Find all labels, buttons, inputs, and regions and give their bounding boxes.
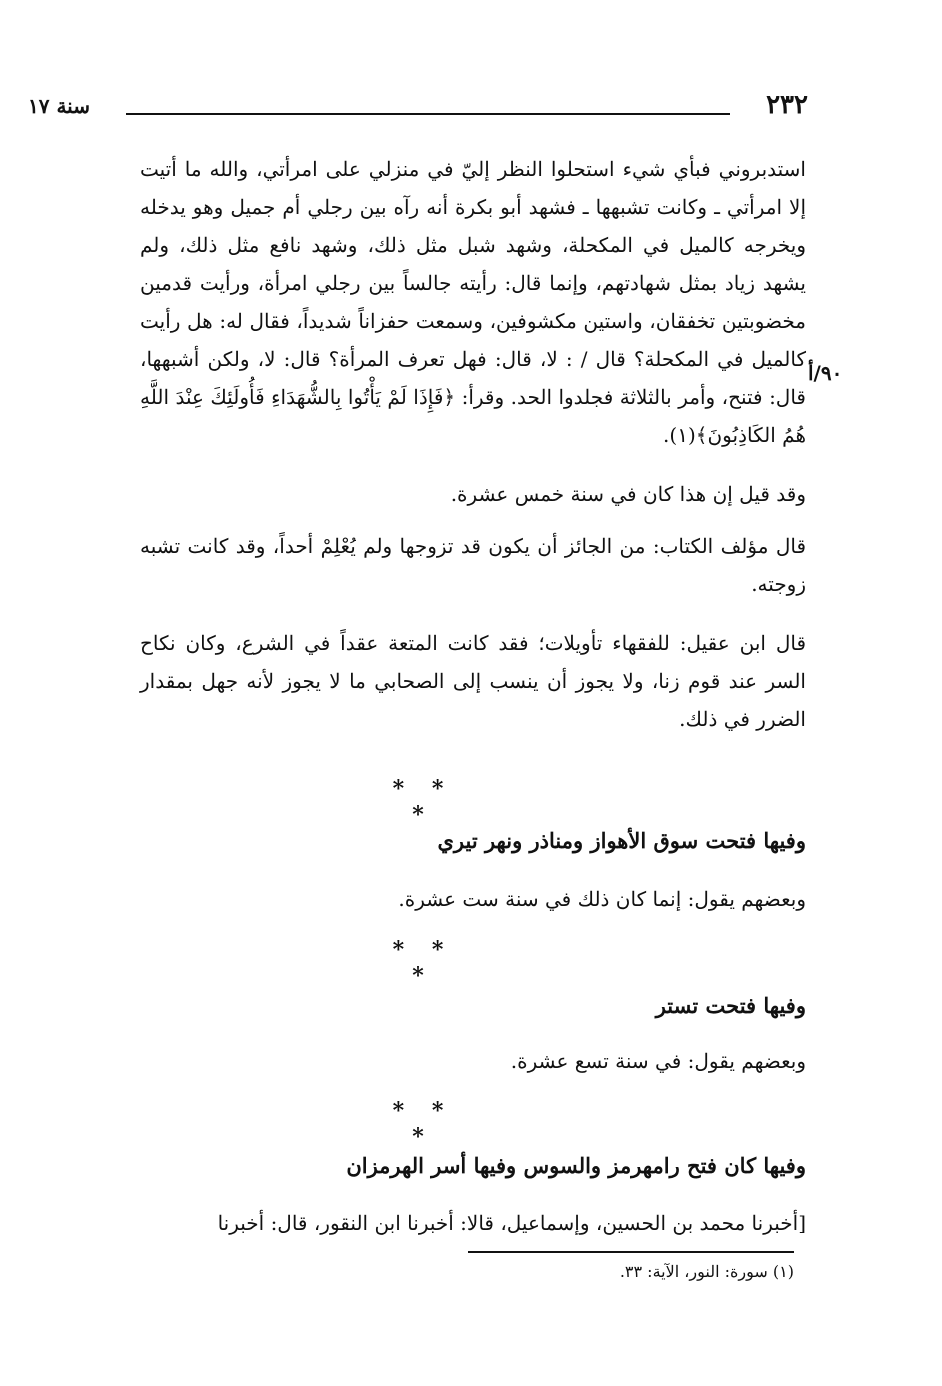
section-separator: * * * xyxy=(392,1098,454,1150)
paragraph-author-comment: قال مؤلف الكتاب: من الجائز أن يكون قد تزوجها ولم يُعْلِمْ أحداً، وقد كانت تشبه زوجته. xyxy=(140,534,806,596)
section-heading-ramhormoz: وفيها كان فتح رامهرمز والسوس وفيها أسر الهرمزان xyxy=(346,1153,806,1178)
page-number: ٢٣٢ xyxy=(766,90,808,120)
paragraph-main: استدبروني فبأي شيء استحلوا النظر إليّ في منزلي على امرأتي، والله ما أتيت إلا امرأتي ـ وكانت تشبهها ـ فشهد أبو بكرة أنه رآه بين رجلي أم جميل وهو يدخله ويخرجه كالميل في المكحلة، وشهد شبل مثل ذلك، وشهد نافع مثل ذلك، ولم يشهد زياد بمثل شهادتهم، وإنما قال: رأيته جالساً بين رجلي امرأة، ورأيت قدمين مخضوبتين تخفقان، واستين مكشوفين، وسمعت حفزاناً شديداً، فقال له: هل رأيت كالميل في المكحلة؟ قال / : لا، قال: فهل تعرف المرأة؟ قال: لا، ولكن أشبهها، قال: فتنح، وأمر بالثلاثة فجلدوا الحد. وقرأ: ﴿فَإِذَا لَمْ يَأْتُوا بِالشُّهَدَاءِ فَأُولَئِكَ عِنْدَ اللَّهِ هُمُ الكَاذِبُونَ﴾(١). xyxy=(140,157,806,447)
footnote-rule xyxy=(468,1251,794,1253)
paragraph-ibn-aqil: قال ابن عقيل: للفقهاء تأويلات؛ فقد كانت المتعة عقداً في الشرع، وكان نكاح السر عند قوم زنا، ولا يجوز أن ينسب إلى الصحابي ما لا يجوز لأنه جهل بمقدار الضرر في ذلك. xyxy=(140,631,806,731)
paragraph-date-note: وقد قيل إن هذا كان في سنة خمس عشرة. xyxy=(450,482,806,506)
header-rule xyxy=(126,113,730,115)
section-heading-tustar: وفيها فتحت تستر xyxy=(655,993,806,1018)
running-title-year: سنة ١٧ xyxy=(28,94,90,118)
section-text-ahwaz: وبعضهم يقول: إنما كان ذلك في سنة ست عشرة. xyxy=(398,887,806,911)
section-heading-ahwaz: وفيها فتحت سوق الأهواز ومناذر ونهر تيري xyxy=(437,828,806,853)
section-text-ramhormoz: [أخبرنا محمد بن الحسين، وإسماعيل، قالا: أخبرنا ابن النقور، قال: أخبرنا xyxy=(217,1211,806,1235)
section-separator: * * * xyxy=(392,776,454,828)
running-header xyxy=(28,90,808,126)
section-separator: * * * xyxy=(392,937,454,989)
footnote: (١) سورة: النور، الآية: ٣٣. xyxy=(619,1262,794,1281)
section-text-tustar: وبعضهم يقول: في سنة تسع عشرة. xyxy=(510,1049,806,1073)
manuscript-folio-note: ٩٠/أ xyxy=(808,361,843,385)
